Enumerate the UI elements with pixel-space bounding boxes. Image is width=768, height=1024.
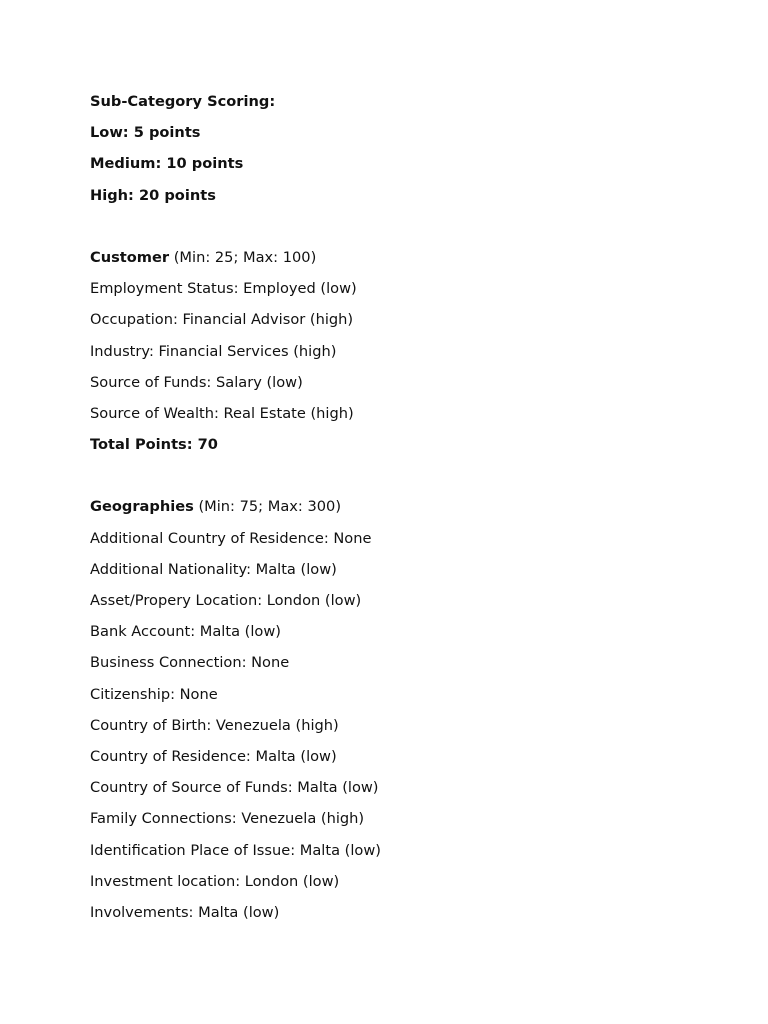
customer-item-source-of-funds: Source of Funds: Salary (low): [90, 373, 303, 391]
geographies-heading-line: [90, 491, 710, 522]
geo-item-additional-nationality: Additional Nationality: Malta (low): [90, 560, 337, 578]
geo-item-identification-place-of-issue: Identification Place of Issue: Malta (low): [90, 841, 381, 859]
geographies-heading: Geographies: [90, 498, 194, 516]
section-gap: [90, 460, 710, 491]
scoring-level-high: High: 20 points: [90, 186, 216, 204]
geo-item-additional-country-of-residence: Additional Country of Residence: None: [90, 529, 372, 547]
geo-item-family-connections: Family Connections: Venezuela (high): [90, 810, 365, 828]
customer-item-industry: Industry: Financial Services (high): [90, 342, 337, 360]
geo-item-citizenship: Citizenship: None: [90, 685, 218, 703]
customer-item-employment-status: Employment Status: Employed (low): [90, 280, 357, 298]
customer-item-source-of-wealth: Source of Wealth: Real Estate (high): [90, 404, 354, 422]
geo-item-country-of-birth: Country of Birth: Venezuela (high): [90, 716, 339, 734]
section-gap: [90, 211, 710, 242]
scoring-level-low: Low: 5 points: [90, 124, 201, 142]
customer-heading-line: [90, 242, 710, 273]
geographies-range: (Min: 75; Max: 300): [198, 498, 342, 516]
geo-item-asset-property-location: Asset/Propery Location: London (low): [90, 592, 362, 609]
customer-item-occupation: Occupation: Financial Advisor (high): [90, 311, 354, 329]
customer-heading: Customer: [90, 248, 170, 266]
geo-item-country-of-source-of-funds: Country of Source of Funds: Malta (low): [90, 779, 379, 797]
document-body: [90, 86, 710, 928]
geo-item-bank-account: Bank Account: Malta (low): [90, 623, 281, 641]
geo-item-investment-location: Investment location: London (low): [90, 872, 340, 890]
scoring-title: Sub-Category Scoring:: [90, 93, 276, 110]
geo-item-business-connection: Business Connection: None: [90, 654, 290, 672]
customer-total: Total Points: 70: [90, 436, 218, 454]
customer-range: (Min: 25; Max: 100): [173, 248, 317, 266]
scoring-level-medium: Medium: 10 points: [90, 155, 244, 173]
geo-item-country-of-residence: Country of Residence: Malta (low): [90, 747, 337, 765]
geo-item-involvements: Involvements: Malta (low): [90, 903, 280, 921]
